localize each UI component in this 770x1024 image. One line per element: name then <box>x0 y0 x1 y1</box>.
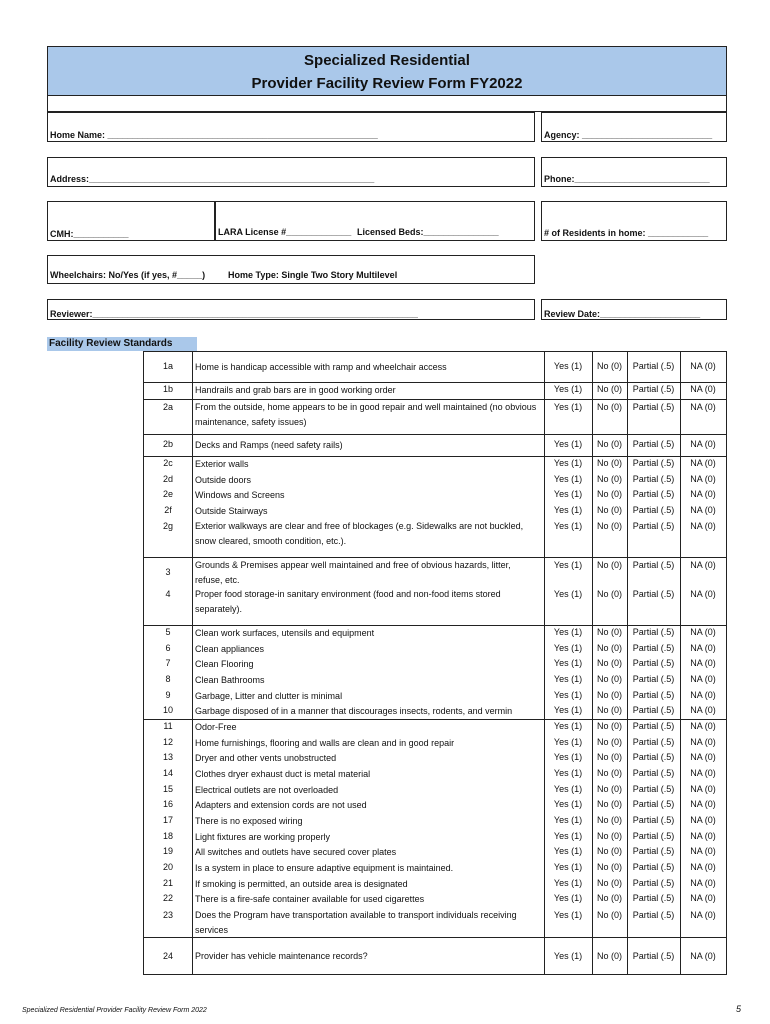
option-partial[interactable]: Partial (.5) <box>632 910 675 920</box>
option-partial[interactable]: Partial (.5) <box>632 950 675 961</box>
option-partial[interactable]: Partial (.5) <box>632 439 675 449</box>
option-yes[interactable]: Yes (1) <box>553 831 583 841</box>
option-yes[interactable]: Yes (1) <box>553 589 583 599</box>
standard-number: 23 <box>162 910 173 920</box>
option-yes[interactable]: Yes (1) <box>553 705 583 715</box>
standard-description: There is no exposed wiring <box>195 816 303 826</box>
option-yes[interactable]: Yes (1) <box>553 815 583 825</box>
option-yes[interactable]: Yes (1) <box>553 737 583 747</box>
option-partial[interactable]: Partial (.5) <box>632 799 675 809</box>
address-field[interactable]: Address:_________________________________________________________ <box>50 174 375 184</box>
option-na[interactable]: NA (0) <box>690 784 716 794</box>
standard-description: From the outside, home appears to be in good repair and well maintained (no obvious maintenance, safety issues) <box>195 402 537 427</box>
option-yes[interactable]: Yes (1) <box>553 846 583 856</box>
option-partial[interactable]: Partial (.5) <box>632 721 675 731</box>
form-title-line1: Specialized Residential <box>304 52 470 69</box>
standard-description: Outside Stairways <box>195 506 268 516</box>
option-partial[interactable]: Partial (.5) <box>632 474 675 484</box>
option-na[interactable]: NA (0) <box>690 384 716 394</box>
option-na[interactable]: NA (0) <box>690 950 716 961</box>
option-partial[interactable]: Partial (.5) <box>632 815 675 825</box>
option-na[interactable]: NA (0) <box>690 878 716 888</box>
option-no[interactable]: No (0) <box>596 658 622 668</box>
option-na[interactable]: NA (0) <box>690 831 716 841</box>
option-yes[interactable]: Yes (1) <box>553 384 583 394</box>
option-partial[interactable]: Partial (.5) <box>632 737 675 747</box>
standard-description: Electrical outlets are not overloaded <box>195 785 339 795</box>
agency-field[interactable]: Agency: __________________________ <box>544 130 713 140</box>
standard-number: 3 <box>165 567 171 577</box>
option-no[interactable]: No (0) <box>596 862 622 872</box>
option-na[interactable]: NA (0) <box>690 768 716 778</box>
option-no[interactable]: No (0) <box>596 402 622 412</box>
residents-field[interactable]: # of Residents in home: ____________ <box>544 228 709 238</box>
option-no[interactable]: No (0) <box>596 384 622 394</box>
section-title: Facility Review Standards <box>47 337 197 351</box>
standard-description: Adapters and extension cords are not used <box>195 800 367 810</box>
option-partial[interactable]: Partial (.5) <box>632 893 675 903</box>
standard-description: Odor-Free <box>195 722 237 732</box>
option-no[interactable]: No (0) <box>596 439 622 449</box>
standard-description: Is a system in place to ensure adaptive equipment is maintained. <box>195 863 454 873</box>
option-na[interactable]: NA (0) <box>690 862 716 872</box>
option-no[interactable]: No (0) <box>596 815 622 825</box>
option-yes[interactable]: Yes (1) <box>553 439 583 449</box>
option-yes[interactable]: Yes (1) <box>553 643 583 653</box>
standard-number: 22 <box>162 893 173 903</box>
standard-number: 2b <box>162 439 173 449</box>
standard-number: 2a <box>162 402 173 412</box>
option-na[interactable]: NA (0) <box>690 658 716 668</box>
standard-description: Outside doors <box>195 475 252 485</box>
option-no[interactable]: No (0) <box>596 831 622 841</box>
option-na[interactable]: NA (0) <box>690 458 716 468</box>
reviewer-field[interactable]: Reviewer:_________________________________________________________________ <box>50 309 418 319</box>
option-yes[interactable]: Yes (1) <box>553 402 583 412</box>
option-na[interactable]: NA (0) <box>690 893 716 903</box>
standard-number: 10 <box>162 705 173 715</box>
option-partial[interactable]: Partial (.5) <box>632 768 675 778</box>
title-spacer-row <box>47 96 727 112</box>
option-na[interactable]: NA (0) <box>690 752 716 762</box>
option-partial[interactable]: Partial (.5) <box>632 690 675 700</box>
standard-description: Decks and Ramps (need safety rails) <box>195 439 343 450</box>
option-no[interactable]: No (0) <box>596 784 622 794</box>
option-yes[interactable]: Yes (1) <box>553 862 583 872</box>
option-no[interactable]: No (0) <box>596 737 622 747</box>
standard-number: 1a <box>162 361 173 371</box>
option-partial[interactable]: Partial (.5) <box>632 705 675 715</box>
option-no[interactable]: No (0) <box>596 521 622 531</box>
option-no[interactable]: No (0) <box>596 950 622 961</box>
home-name-field[interactable]: Home Name: ______________________________________________________ <box>50 130 378 140</box>
option-na[interactable]: NA (0) <box>690 402 716 412</box>
licensed-beds-field[interactable]: Licensed Beds:_______________ <box>357 227 499 237</box>
option-yes[interactable]: Yes (1) <box>553 752 583 762</box>
option-yes[interactable]: Yes (1) <box>553 560 583 570</box>
option-na[interactable]: NA (0) <box>690 705 716 715</box>
option-no[interactable]: No (0) <box>596 752 622 762</box>
option-no[interactable]: No (0) <box>596 768 622 778</box>
standard-number: 19 <box>162 846 173 856</box>
option-partial[interactable]: Partial (.5) <box>632 752 675 762</box>
option-yes[interactable]: Yes (1) <box>553 361 583 371</box>
standard-description: Clean Flooring <box>195 659 254 669</box>
standard-description: Handrails and grab bars are in good working order <box>195 385 396 395</box>
standard-number: 18 <box>162 831 173 841</box>
option-yes[interactable]: Yes (1) <box>553 489 583 499</box>
standard-number: 2c <box>163 458 173 468</box>
option-partial[interactable]: Partial (.5) <box>632 658 675 668</box>
standard-number: 16 <box>162 799 173 809</box>
option-yes[interactable]: Yes (1) <box>553 627 583 637</box>
wheelchairs-field[interactable]: Wheelchairs: No/Yes (if yes, #_____) <box>50 270 206 280</box>
option-no[interactable]: No (0) <box>596 627 622 637</box>
option-partial[interactable]: Partial (.5) <box>632 878 675 888</box>
option-no[interactable]: No (0) <box>596 361 622 371</box>
option-no[interactable]: No (0) <box>596 458 622 468</box>
standard-number: 2d <box>162 474 173 484</box>
option-na[interactable]: NA (0) <box>690 560 716 570</box>
option-na[interactable]: NA (0) <box>690 505 716 515</box>
standard-number: 20 <box>162 862 173 872</box>
option-yes[interactable]: Yes (1) <box>553 893 583 903</box>
option-yes[interactable]: Yes (1) <box>553 690 583 700</box>
standard-number: 4 <box>165 589 171 599</box>
standard-number: 14 <box>162 768 173 778</box>
standard-description: Clean Bathrooms <box>195 675 265 685</box>
option-na[interactable]: NA (0) <box>690 690 716 700</box>
standard-number: 24 <box>162 950 173 961</box>
option-partial[interactable]: Partial (.5) <box>632 831 675 841</box>
option-na[interactable]: NA (0) <box>690 674 716 684</box>
option-no[interactable]: No (0) <box>596 674 622 684</box>
standard-number: 6 <box>165 643 171 653</box>
option-partial[interactable]: Partial (.5) <box>632 361 675 371</box>
option-yes[interactable]: Yes (1) <box>553 768 583 778</box>
option-na[interactable]: NA (0) <box>690 910 716 920</box>
option-na[interactable]: NA (0) <box>690 474 716 484</box>
standard-description: Light fixtures are working properly <box>195 832 331 842</box>
standard-description: Provider has vehicle maintenance records? <box>195 951 368 961</box>
option-na[interactable]: NA (0) <box>690 815 716 825</box>
standard-number: 5 <box>165 627 171 637</box>
option-partial[interactable]: Partial (.5) <box>632 384 675 394</box>
review-date-field[interactable]: Review Date:____________________ <box>544 309 701 319</box>
option-na[interactable]: NA (0) <box>690 439 716 449</box>
option-no[interactable]: No (0) <box>596 505 622 515</box>
standard-number: 7 <box>165 658 171 668</box>
option-partial[interactable]: Partial (.5) <box>632 505 675 515</box>
option-partial[interactable]: Partial (.5) <box>632 489 675 499</box>
option-na[interactable]: NA (0) <box>690 589 716 599</box>
option-no[interactable]: No (0) <box>596 893 622 903</box>
option-yes[interactable]: Yes (1) <box>553 505 583 515</box>
home-type-field[interactable]: Home Type: Single Two Story Multilevel <box>228 270 398 280</box>
standard-description: Grounds & Premises appear well maintained and free of obvious hazards, litter, refuse, etc. <box>195 560 511 585</box>
standard-number: 8 <box>165 674 171 684</box>
option-no[interactable]: No (0) <box>596 705 622 715</box>
option-yes[interactable]: Yes (1) <box>553 474 583 484</box>
option-no[interactable]: No (0) <box>596 589 622 599</box>
option-na[interactable]: NA (0) <box>690 846 716 856</box>
phone-field[interactable]: Phone:___________________________ <box>544 174 710 184</box>
option-no[interactable]: No (0) <box>596 721 622 731</box>
standard-number: 11 <box>163 721 173 731</box>
option-no[interactable]: No (0) <box>596 910 622 920</box>
standard-description: Home is handicap accessible with ramp and wheelchair access <box>195 361 447 372</box>
option-yes[interactable]: Yes (1) <box>553 878 583 888</box>
option-partial[interactable]: Partial (.5) <box>632 862 675 872</box>
standard-description: Dryer and other vents unobstructed <box>195 753 337 763</box>
form-title-line2: Provider Facility Review Form FY2022 <box>251 75 523 92</box>
standard-description: Home furnishings, flooring and walls are clean and in good repair <box>195 738 455 748</box>
option-yes[interactable]: Yes (1) <box>553 950 583 961</box>
standard-description: There is a fire-safe container available for used cigarettes <box>195 894 425 904</box>
option-yes[interactable]: Yes (1) <box>553 658 583 668</box>
option-na[interactable]: NA (0) <box>690 627 716 637</box>
standard-number: 17 <box>162 815 173 825</box>
standard-description: Proper food storage-in sanitary environment (food and non-food items stored separately). <box>195 589 501 614</box>
option-partial[interactable]: Partial (.5) <box>632 643 675 653</box>
option-no[interactable]: No (0) <box>596 690 622 700</box>
standard-description: Clean work surfaces, utensils and equipment <box>195 628 375 638</box>
standard-number: 9 <box>165 690 171 700</box>
option-yes[interactable]: Yes (1) <box>553 521 583 531</box>
option-na[interactable]: NA (0) <box>690 643 716 653</box>
standard-number: 21 <box>162 878 173 888</box>
standard-description: Clothes dryer exhaust duct is metal material <box>195 769 371 779</box>
table-row-divider <box>144 434 726 435</box>
option-na[interactable]: NA (0) <box>690 799 716 809</box>
option-na[interactable]: NA (0) <box>690 721 716 731</box>
standard-description: All switches and outlets have secured cover plates <box>195 847 397 857</box>
standard-description: Exterior walls <box>195 459 249 469</box>
standard-number: 12 <box>162 737 173 747</box>
standard-description: Garbage disposed of in a manner that discourages insects, rodents, and vermin <box>195 706 513 716</box>
standard-description: Garbage, Litter and clutter is minimal <box>195 691 343 701</box>
option-no[interactable]: No (0) <box>596 846 622 856</box>
option-na[interactable]: NA (0) <box>690 737 716 747</box>
option-yes[interactable]: Yes (1) <box>553 910 583 920</box>
option-yes[interactable]: Yes (1) <box>553 784 583 794</box>
form-title-box <box>47 46 727 96</box>
standard-number: 2e <box>162 489 173 499</box>
option-partial[interactable]: Partial (.5) <box>632 589 675 599</box>
option-no[interactable]: No (0) <box>596 474 622 484</box>
option-yes[interactable]: Yes (1) <box>553 799 583 809</box>
standard-number: 13 <box>162 752 173 762</box>
option-yes[interactable]: Yes (1) <box>553 458 583 468</box>
standard-description: Windows and Screens <box>195 490 285 500</box>
option-no[interactable]: No (0) <box>596 878 622 888</box>
standard-number: 15 <box>162 784 173 794</box>
option-no[interactable]: No (0) <box>596 489 622 499</box>
option-partial[interactable]: Partial (.5) <box>632 846 675 856</box>
standards-table <box>143 351 727 975</box>
standard-number: 2g <box>162 521 173 531</box>
option-partial[interactable]: Partial (.5) <box>632 560 675 570</box>
standard-number: 2f <box>164 505 172 515</box>
option-partial[interactable]: Partial (.5) <box>632 458 675 468</box>
standard-description: If smoking is permitted, an outside area is designated <box>195 879 408 889</box>
option-na[interactable]: NA (0) <box>690 361 716 371</box>
option-partial[interactable]: Partial (.5) <box>632 521 675 531</box>
option-partial[interactable]: Partial (.5) <box>632 674 675 684</box>
page-number: 5 <box>736 1004 742 1014</box>
option-no[interactable]: No (0) <box>596 799 622 809</box>
lara-license-field[interactable]: LARA License #_____________ <box>218 227 352 237</box>
standard-description: Does the Program have transportation available to transport individuals receiving services <box>195 910 517 935</box>
standard-number: 1b <box>162 384 173 394</box>
option-yes[interactable]: Yes (1) <box>553 721 583 731</box>
standard-description: Clean appliances <box>195 644 265 654</box>
standard-description: Exterior walkways are clear and free of blockages (e.g. Sidewalks are not buckled, snow cleared, smooth condition, etc.). <box>195 521 524 546</box>
option-na[interactable]: NA (0) <box>690 489 716 499</box>
option-partial[interactable]: Partial (.5) <box>632 402 675 412</box>
option-partial[interactable]: Partial (.5) <box>632 784 675 794</box>
table-column-divider <box>192 352 193 974</box>
cmh-field[interactable]: CMH:___________ <box>50 229 129 239</box>
option-na[interactable]: NA (0) <box>690 521 716 531</box>
option-partial[interactable]: Partial (.5) <box>632 627 675 637</box>
footer-form-name: Specialized Residential Provider Facility Review Form 2022 <box>22 1007 207 1014</box>
option-no[interactable]: No (0) <box>596 560 622 570</box>
option-no[interactable]: No (0) <box>596 643 622 653</box>
option-yes[interactable]: Yes (1) <box>553 674 583 684</box>
